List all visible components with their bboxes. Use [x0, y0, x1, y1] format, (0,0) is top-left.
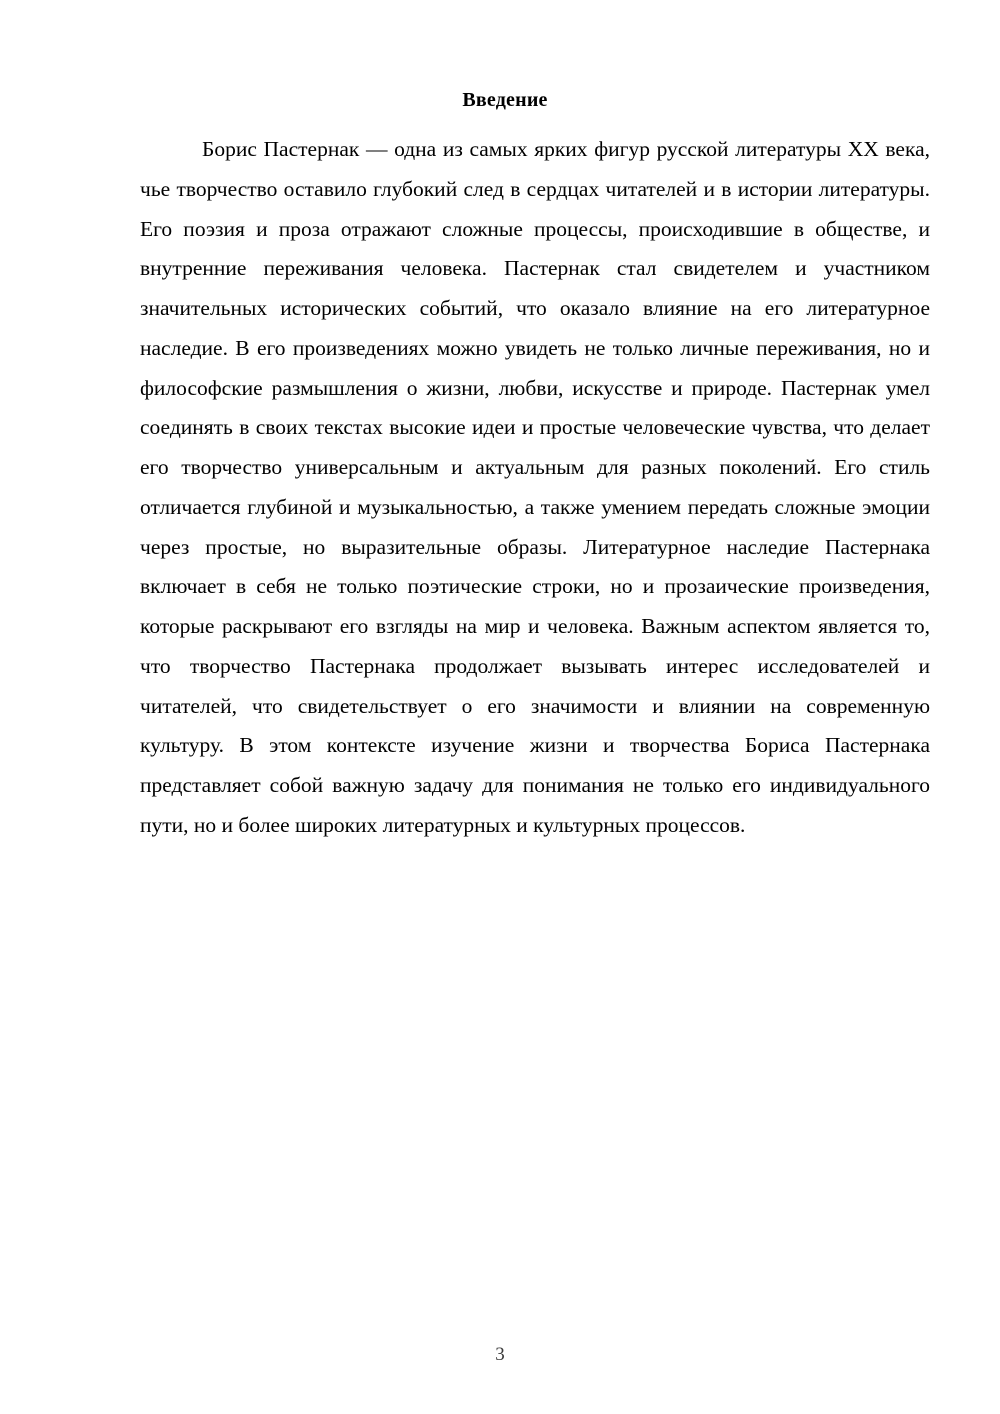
- page-number: 3: [495, 1344, 505, 1365]
- page-title: Введение: [462, 89, 548, 111]
- body-paragraph: Борис Пастернак — одна из самых ярких фигур русской литературы XX века, чье творчество оставило глубокий след в сердцах читателей и в истории литературы. Его поэзия и проза отражают сложные процессы, происходившие в обществе, и внутренние переживания человека. Пастернак стал свидетелем и участником значительных исторических событий, что оказало влияние на его литературное наследие. В его произведениях можно увидеть не только личные переживания, но и философские размышления о жизни, любви, искусстве и природе. Пастернак умел соединять в своих текстах высокие идеи и простые человеческие чувства, что делает его творчество универсальным и актуальным для разных поколений. Его стиль отличается глубиной и музыкальностью, а также умением передать сложные эмоции через простые, но выразительные образы. Литературное наследие Пастернака включает в себя не только поэтические строки, но и прозаические произведения, которые раскрывают его взгляды на мир и человека. Важным аспектом является то, что творчество Пастернака продолжает вызывать интерес исследователей и читателей, что свидетельствует о его значимости и влиянии на современную культуру. В этом контексте изучение жизни и творчества Бориса Пастернака представляет собой важную задачу для понимания не только его индивидуального пути, но и более широких литературных и культурных процессов.: [140, 137, 930, 838]
